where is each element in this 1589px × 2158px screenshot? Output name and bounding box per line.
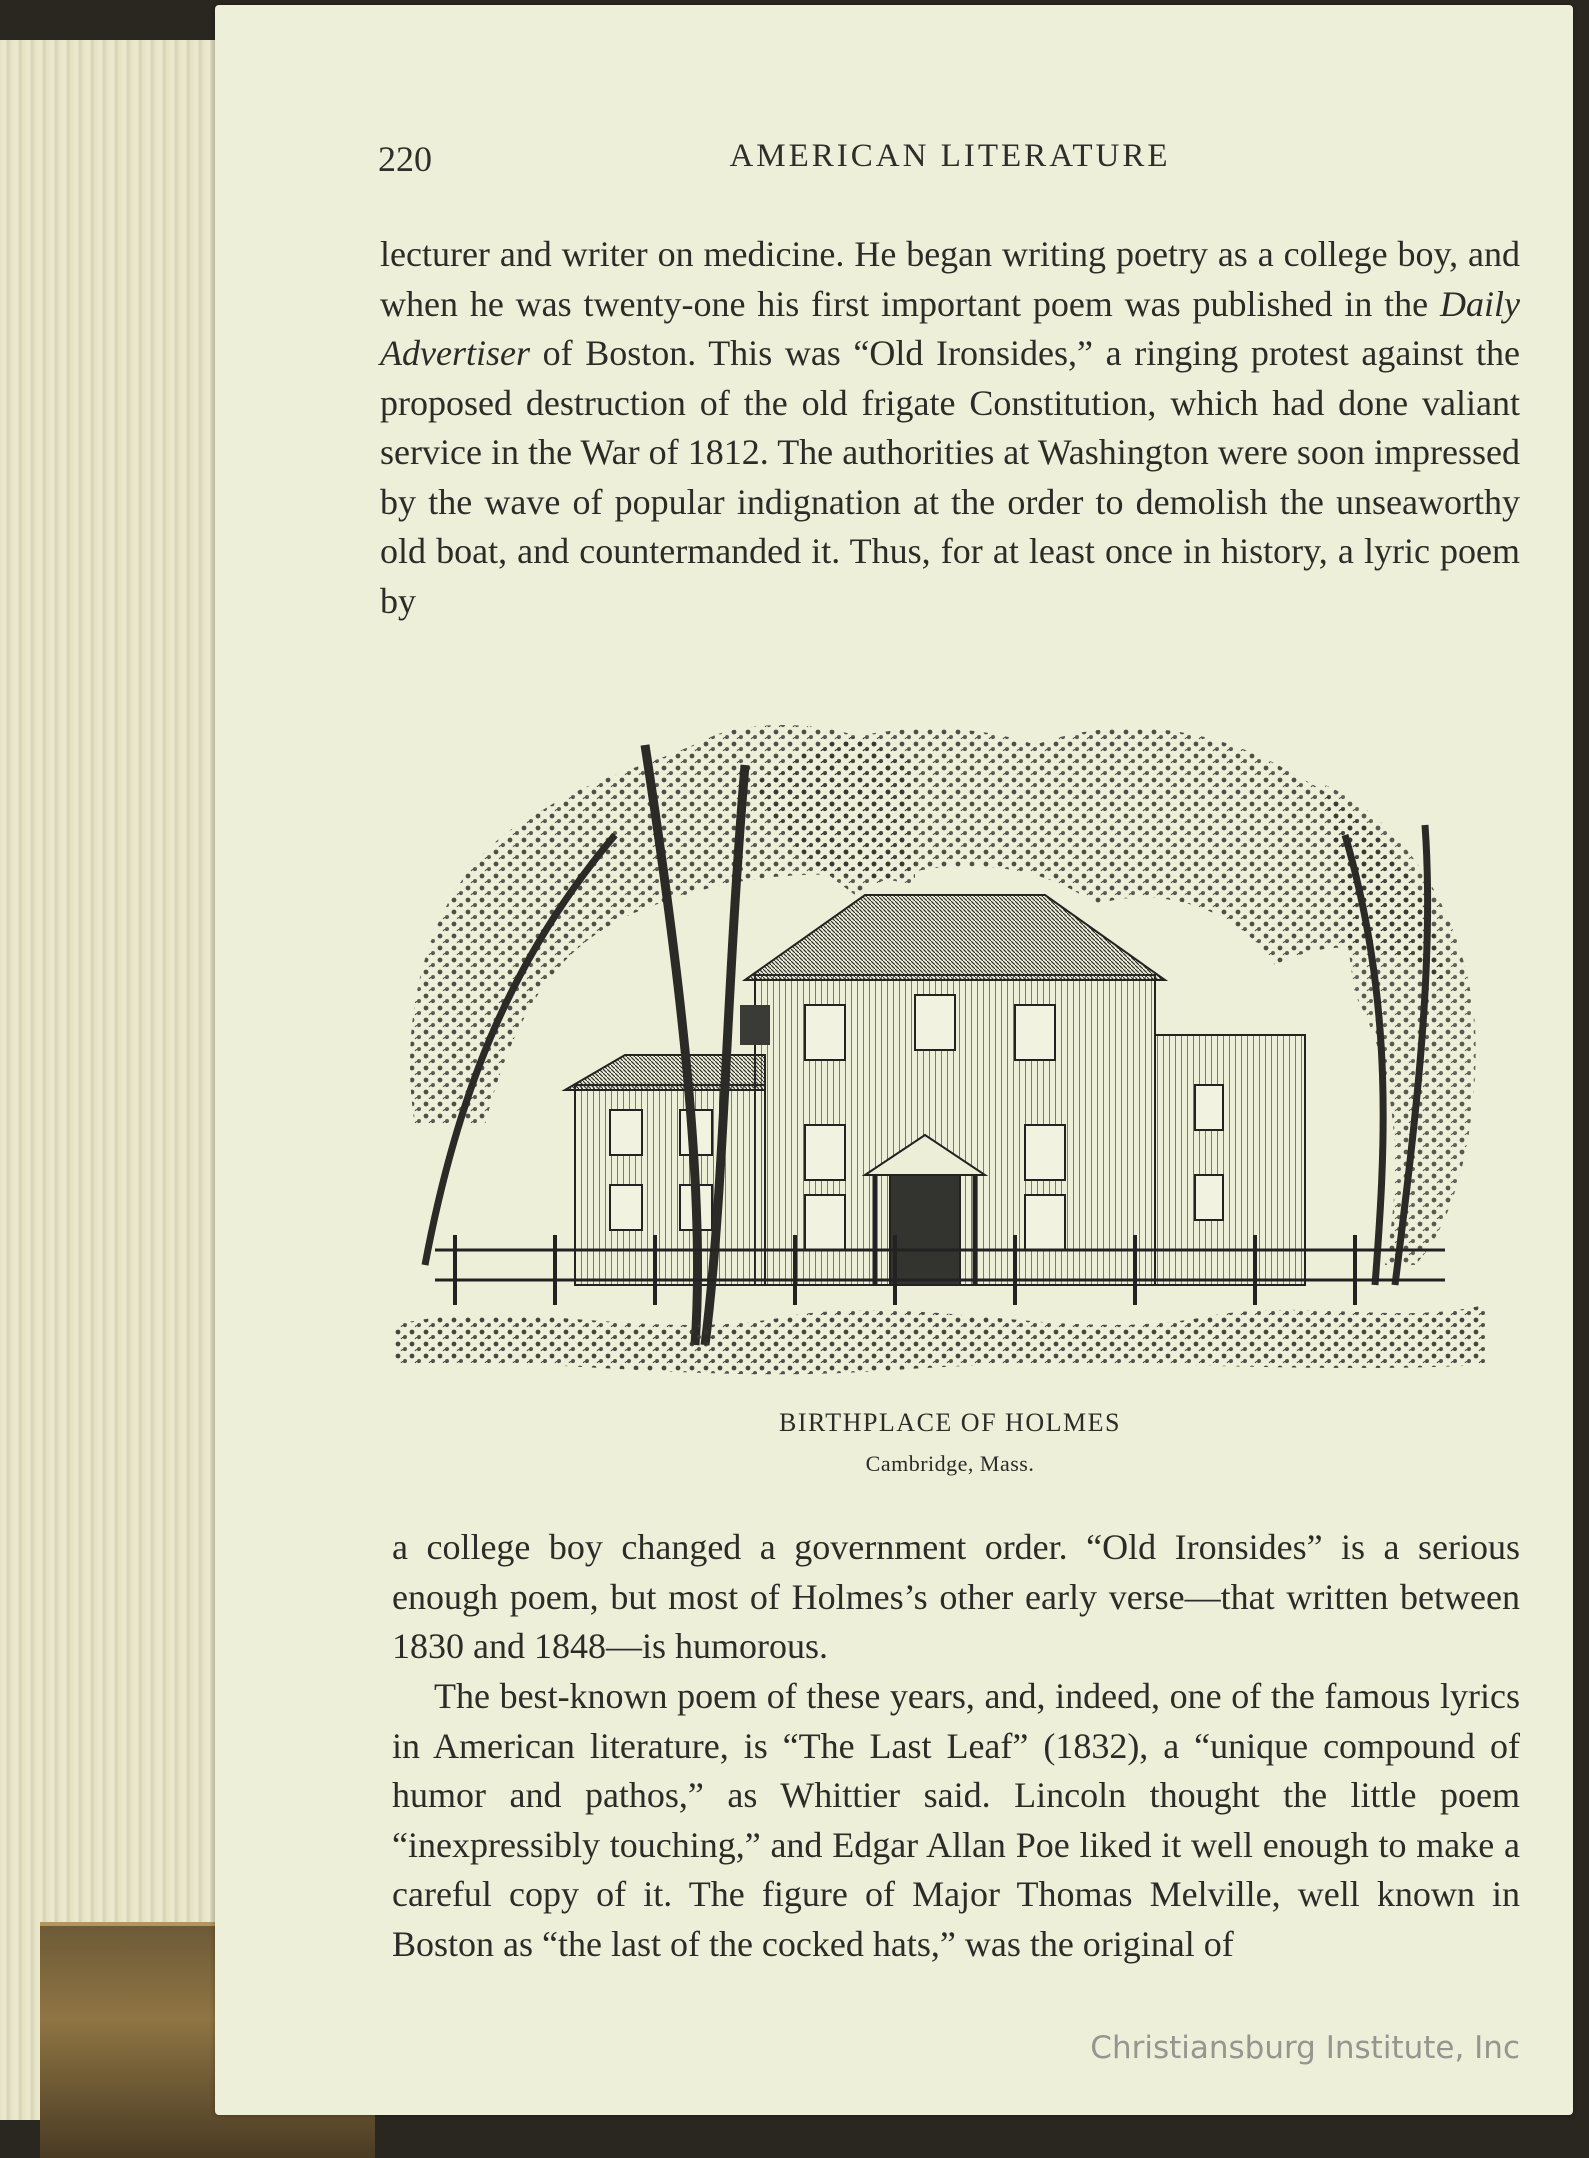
figure-caption-subtitle: Cambridge, Mass. (865, 1451, 1035, 1476)
house-engraving (395, 705, 1485, 1375)
body-paragraph-2: a college boy changed a government order. “Old Ironsides” is a serious enough poem, but most of Holmes’s other early verse—that written between 1830 and 1848—is humorous. (392, 1527, 1520, 1666)
house-roof (745, 895, 1165, 980)
left-wing-roof (565, 1055, 765, 1090)
house-right-wing (1155, 1035, 1305, 1285)
page-number: 220 (378, 139, 432, 179)
porch-door (890, 1175, 960, 1285)
watermark-text: Christiansburg Institute, Inc (1090, 2030, 1520, 2066)
ground-shrubs (395, 1305, 1485, 1374)
figure-caption-title: BIRTHPLACE OF HOLMES (779, 1408, 1121, 1437)
house-left-wing (575, 1085, 765, 1285)
engraving-illustration (395, 705, 1485, 1375)
book-page-edges (0, 40, 240, 2120)
chimney (740, 1005, 770, 1045)
running-title: AMERICAN LITERATURE (729, 138, 1171, 174)
body-paragraph-3: The best-known poem of these years, and, indeed, one of the famous lyrics in American literature, is “The Last Leaf” (1832), a “unique compound of humor and pathos,” as Whittier said. Lincoln thought the little poem “inexpressibly touching,” and Edgar Allan Poe liked it well enough to make a careful copy of it. The figure of Major Thomas Melville, well known in Boston as “the last of the cocked hats,” was the original of (392, 1676, 1520, 1964)
newspaper-title: Daily Advertiser (380, 283, 1520, 373)
body-paragraph-1: lecturer and writer on medicine. He began writing poetry as a college boy, and when he was twenty-one his first important poem was published in the Daily Advertiser of Boston. This was “Old Ironsides,” a ringing protest against the proposed destruction of the old frigate Constitution, which had done valiant service in the War of 1812. The authorities at Washington were soon impressed by the wave of popular indignation at the order to demolish the unseaworthy old boat, and countermanded it. Thus, for at least once in history, a lyric poem by (380, 234, 1520, 621)
